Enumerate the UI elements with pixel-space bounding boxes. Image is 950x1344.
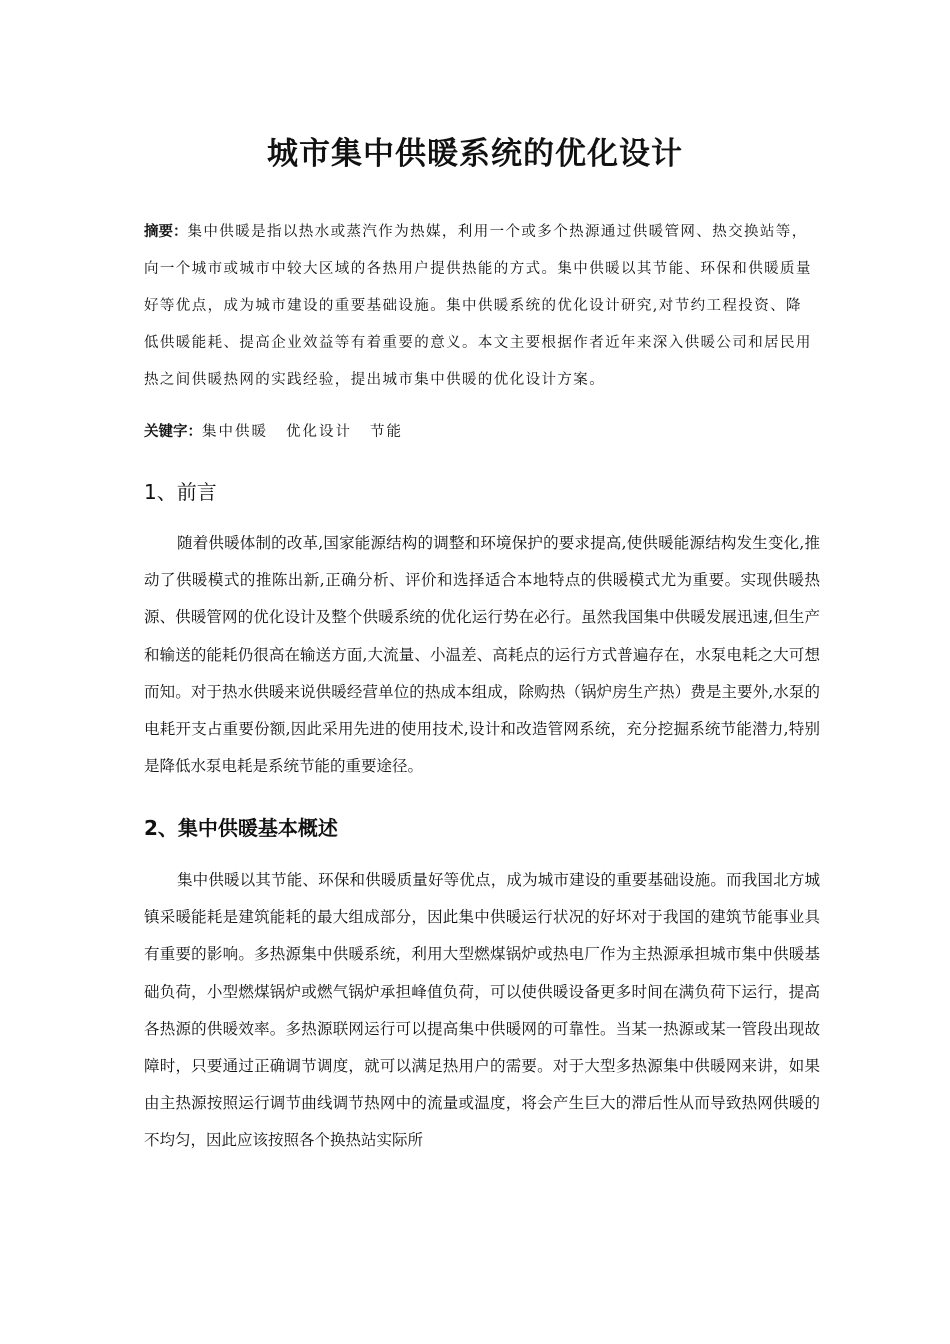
section-heading-overview: 2、集中供暖基本概述 — [144, 816, 338, 840]
abstract-label: 摘要： — [144, 224, 188, 240]
keywords-label: 关键字： — [144, 424, 202, 440]
section-paragraph-introduction: 随着供暖体制的改革,国家能源结构的调整和环境保护的要求提高,使供暖能源结构发生变化,推动了供暖模式的推陈出新,正确分析、评价和选择适合本地特点的供暖模式尤为重要。实现供暖热源、供暖管网的优化设计及整个供暖系统的优化运行势在必行。虽然我国集中供暖发展迅速,但生产和输送的能耗仍很高在输送方面,大流量、小温差、高耗点的运行方式普遍存在，水泵电耗之大可想而知。对于热水供暖来说供暖经营单位的热成本组成，除购热（锅炉房生产热）费是主要外,水泵的电耗开支占重要份额,因此采用先进的使用技术,设计和改造管网系统，充分挖掘系统节能潜力,特别是降低水泵电耗是系统节能的重要途径。 — [144, 534, 820, 776]
keyword: 节能 — [370, 424, 403, 440]
keyword: 优化设计 — [286, 424, 352, 440]
keywords — [144, 418, 812, 446]
section-paragraph-overview: 集中供暖以其节能、环保和供暖质量好等优点，成为城市建设的重要基础设施。而我国北方城镇采暖能耗是建筑能耗的最大组成部分，因此集中供暖运行状况的好坏对于我国的建筑节能事业具有重要的影响。多热源集中供暖系统，利用大型燃煤锅炉或热电厂作为主热源承担城市集中供暖基础负荷，小型燃煤锅炉或燃气锅炉承担峰值负荷，可以使供暖设备更多时间在满负荷下运行，提高各热源的供暖效率。多热源联网运行可以提高集中供暖网的可靠性。当某一热源或某一管段出现故障时，只要通过正确调节调度，就可以满足热用户的需要。对于大型多热源集中供暖网来讲，如果由主热源按照运行调节曲线调节热网中的流量或温度，将会产生巨大的滞后性从而导致热网供暖的不均匀，因此应该按照各个换热站实际所 — [144, 871, 820, 1150]
section-heading-introduction: 1、前言 — [144, 480, 217, 504]
keyword: 集中供暖 — [202, 424, 268, 440]
abstract — [144, 214, 812, 399]
abstract-text: 集中供暖是指以热水或蒸汽作为热媒，利用一个或多个热源通过供暖管网、热交换站等，向一个城市或城市中较大区域的各热用户提供热能的方式。集中供暖以其节能、环保和供暖质量好等优点，成为城市建设的重要基础设施。集中供暖系统的优化设计研究,对节约工程投资、降低供暖能耗、提高企业效益等有着重要的意义。本文主要根据作者近年来深入供暖公司和居民用热之间供暖热网的实践经验，提出城市集中供暖的优化设计方案。 — [144, 224, 812, 388]
document-title: 城市集中供暖系统的优化设计 — [267, 136, 683, 172]
